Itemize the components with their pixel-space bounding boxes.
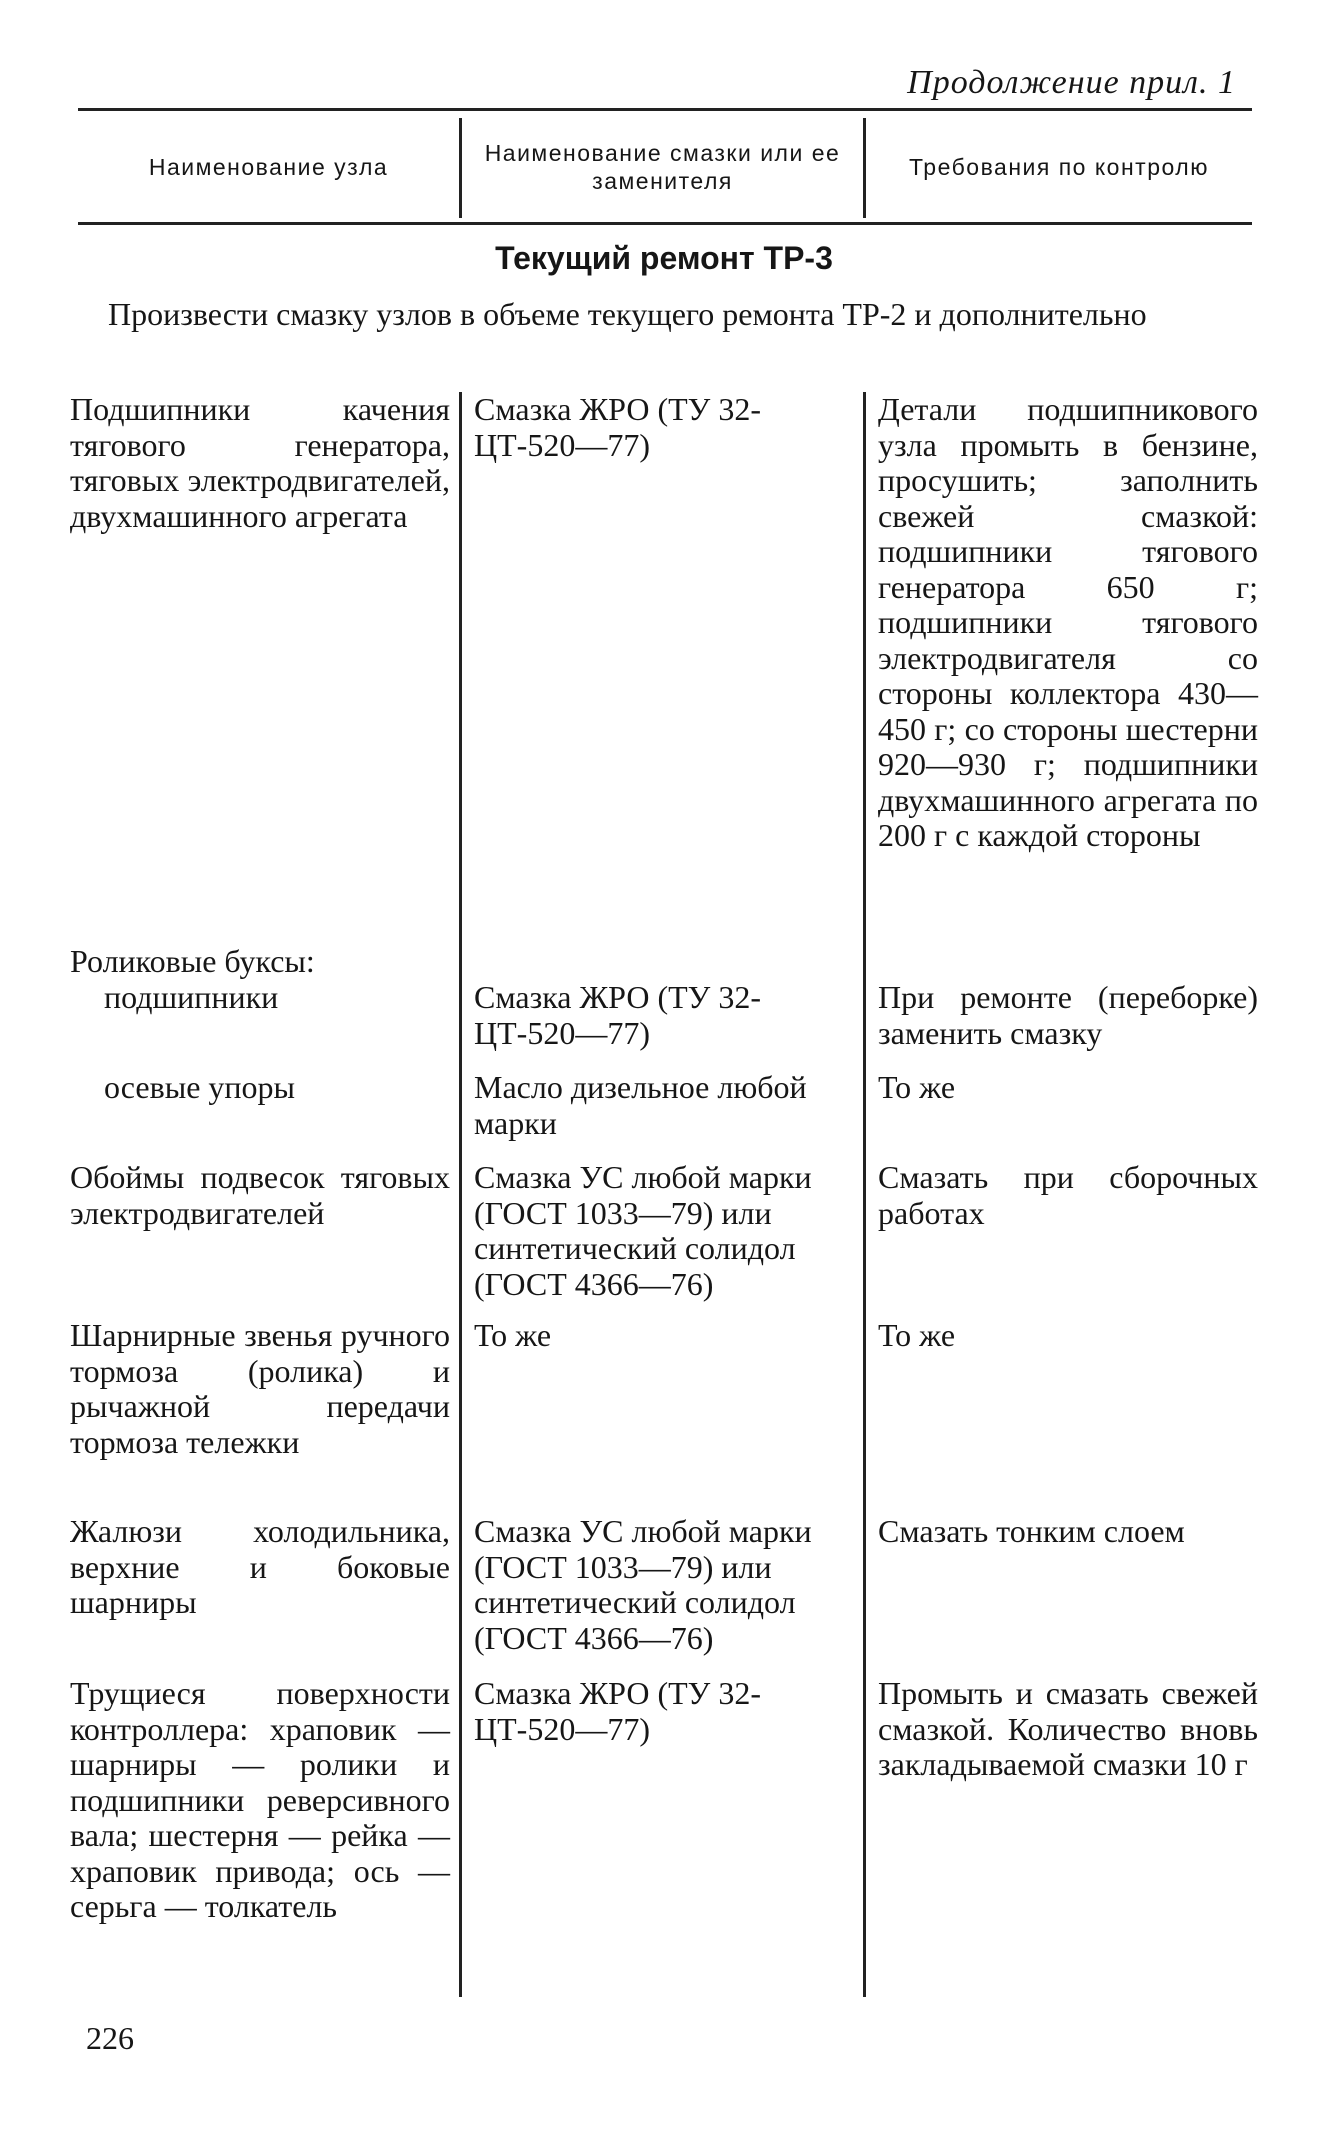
- section-title: Текущий ремонт ТР-3: [495, 240, 833, 276]
- row-7-unit: Трущиеся поверхности контроллера: храповик — шарниры — ролики и подшипники реверсивного вала; шестерня — рейка — храповик привода; ось — серьга — толкатель: [70, 1675, 450, 1924]
- row-3-unit: осевые упоры: [104, 1069, 296, 1105]
- header-bottom-rule: [78, 222, 1252, 225]
- body-divider-1: [459, 392, 462, 1997]
- row-4-lubricant: Смазка УС любой марки (ГОСТ 1033—79) или синтетический солидол (ГОСТ 4366—76): [474, 1159, 812, 1302]
- row-7-lubricant: Смазка ЖРО (ТУ 32-ЦТ-520—77): [474, 1675, 761, 1747]
- row-6-lubricant: Смазка УС любой марки (ГОСТ 1033—79) или синтетический солидол (ГОСТ 4366—76): [474, 1513, 812, 1656]
- row-5-lubricant: То же: [474, 1317, 552, 1353]
- row-6-unit: Жалюзи холодильника, верхние и боковые шарниры: [70, 1513, 450, 1620]
- row-1-lubricant: Смазка ЖРО (ТУ 32-ЦТ-520—77): [474, 391, 761, 463]
- row-3-lubricant: Масло дизельное любой марки: [474, 1069, 807, 1141]
- row-5-unit: Шарнирные звенья ручного тормоза (ролика) и рычажной передачи тормоза тележки: [70, 1317, 450, 1460]
- header-unit-name: Наименование узла: [148, 154, 389, 181]
- row-3-requirement: То же: [878, 1069, 956, 1105]
- row-1-unit: Подшипники качения тягового генератора, тяговых электродвигателей, двухмашинного агрегата: [70, 391, 450, 534]
- row-5-requirement: То же: [878, 1317, 956, 1353]
- row-1-requirement: Детали подшипникового узла промыть в бензине, просушить; заполнить свежей смазкой: подшипники тягового генератора 650 г; подшипники тягового электродвигателя со стороны коллектора 430—450 г; со стороны шестерни 920—930 г; подшипники двухмашинного агрегата по 200 г с каждой стороны: [878, 391, 1258, 853]
- row-7-requirement: Промыть и смазать свежей смазкой. Количество вновь закладываемой смазки 10 г: [878, 1675, 1258, 1782]
- header-control-requirements: Требования по контролю: [909, 154, 1209, 181]
- row-4-unit: Обоймы подвесок тяговых электродвигателей: [70, 1159, 450, 1231]
- row-2-requirement: При ремонте (переборке) заменить смазку: [878, 979, 1258, 1051]
- header-lubricant-name: Наименование смазки или ее заменителя: [484, 140, 841, 194]
- page-number: 226: [86, 2020, 134, 2056]
- intro-paragraph: Произвести смазку узлов в объеме текущего ремонта ТР-2 и дополнительно: [108, 296, 1147, 332]
- continuation-label: Продолжение прил. 1: [907, 64, 1236, 101]
- header-top-rule: [78, 108, 1252, 111]
- row-4-requirement: Смазать при сборочных работах: [878, 1159, 1258, 1231]
- row-6-requirement: Смазать тонким слоем: [878, 1513, 1185, 1549]
- row-2-group-label: Роликовые буксы:: [70, 943, 315, 979]
- body-divider-2: [863, 392, 866, 1997]
- row-2-lubricant: Смазка ЖРО (ТУ 32-ЦТ-520—77): [474, 979, 761, 1051]
- row-2-unit: подшипники: [104, 979, 279, 1015]
